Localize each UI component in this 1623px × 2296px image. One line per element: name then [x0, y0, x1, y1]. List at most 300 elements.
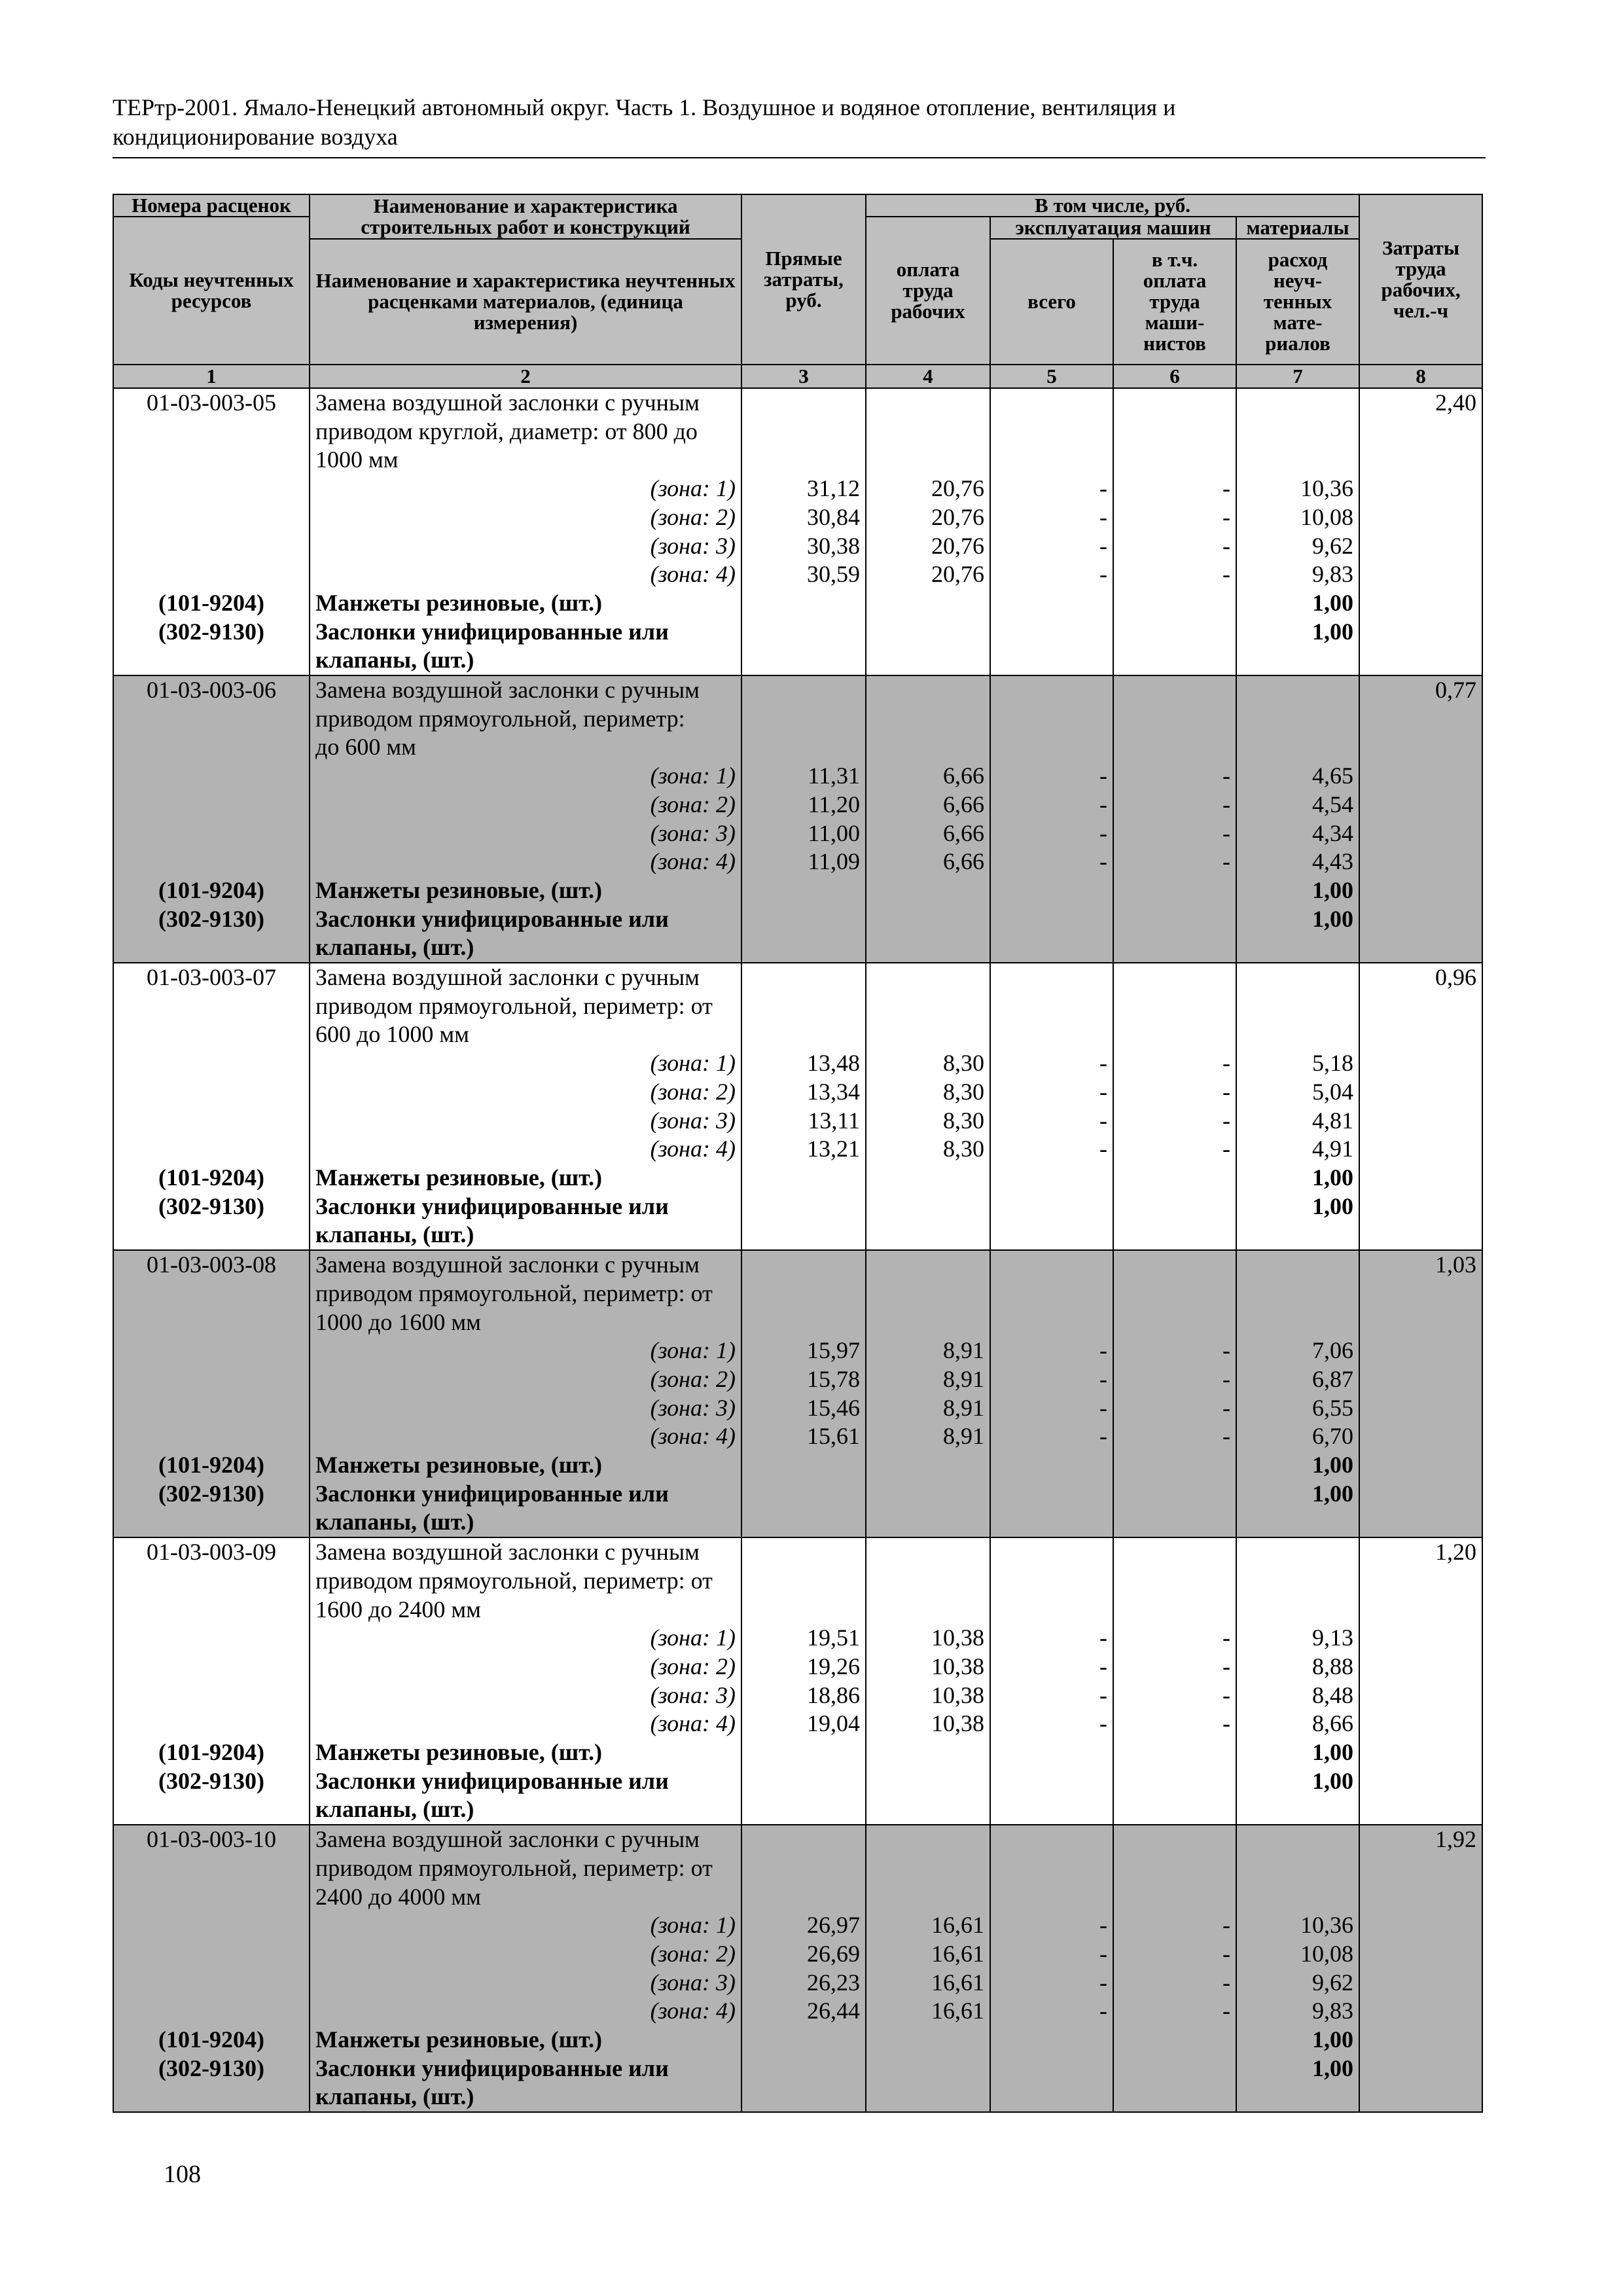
empty-cell: [1113, 933, 1236, 963]
machines-total: -: [990, 560, 1113, 589]
empty-cell: [741, 1825, 866, 1911]
empty-cell: [113, 1911, 310, 1940]
zone-row: [113, 1681, 1482, 1710]
rate-description: [310, 1250, 741, 1336]
wages: 10,38: [866, 1681, 990, 1710]
materials-cost: 9,62: [1236, 532, 1359, 561]
header-unaccounted-materials: расход неуч-тенных мате-риалов: [1236, 239, 1359, 365]
machines-total: -: [990, 1681, 1113, 1710]
machines-total: -: [990, 1049, 1113, 1078]
materials-cost: 10,08: [1236, 503, 1359, 532]
material-name-continuation: клапаны, (шт.): [310, 646, 741, 675]
rate-description-line: Замена воздушной заслонки с ручным: [315, 677, 700, 704]
material-row-continuation: [113, 1795, 1482, 1825]
machinist-wages: -: [1113, 560, 1236, 589]
empty-cell: [1236, 2083, 1359, 2112]
empty-cell: [1359, 1997, 1482, 2026]
rate-code: 01-03-003-09: [113, 1537, 310, 1624]
header-work-name: Наименование и характеристика строительных работ и конструкций: [310, 194, 741, 239]
zone-row: [113, 532, 1482, 561]
empty-cell: [113, 1107, 310, 1136]
empty-cell: [990, 2054, 1113, 2083]
zone-row: [113, 1911, 1482, 1940]
material-name: Заслонки унифицированные или: [310, 1480, 741, 1509]
empty-cell: [741, 1537, 866, 1624]
material-name: Заслонки унифицированные или: [310, 2054, 741, 2083]
empty-cell: [741, 2026, 866, 2054]
empty-cell: [866, 388, 990, 475]
material-row: [113, 1193, 1482, 1221]
machines-total: -: [990, 1653, 1113, 1681]
empty-cell: [990, 1451, 1113, 1480]
machines-total: -: [990, 1710, 1113, 1738]
materials-cost: 9,83: [1236, 1997, 1359, 2026]
machines-total: -: [990, 1624, 1113, 1653]
material-code: (101-9204): [113, 1738, 310, 1767]
header-line-1: ТЕРтр-2001. Ямало-Ненецкий автономный округ. Часть 1. Воздушное и водяное отопление, вентиляция и: [113, 94, 1176, 120]
materials-cost: 6,70: [1236, 1422, 1359, 1451]
labor-costs: 1,03: [1359, 1250, 1482, 1336]
header-machinist-wages: в т.ч. оплата труда маши-нистов: [1113, 239, 1236, 365]
zone-row: [113, 1078, 1482, 1107]
direct-costs: 15,46: [741, 1394, 866, 1423]
column-number: 5: [990, 365, 1113, 388]
empty-cell: [990, 1164, 1113, 1193]
empty-cell: [866, 1825, 990, 1911]
zone-label: (зона: 2): [310, 791, 741, 819]
empty-cell: [990, 1193, 1113, 1221]
header-rule: [113, 157, 1486, 158]
empty-cell: [1236, 388, 1359, 475]
empty-cell: [1359, 1422, 1482, 1451]
labor-costs: 0,77: [1359, 675, 1482, 762]
empty-cell: [1236, 1825, 1359, 1911]
empty-cell: [990, 1825, 1113, 1911]
zone-row: [113, 1422, 1482, 1451]
machines-total: -: [990, 475, 1113, 503]
machinist-wages: -: [1113, 1653, 1236, 1681]
header-wages: оплата труда рабочих: [866, 217, 990, 365]
materials-cost: 9,62: [1236, 1969, 1359, 1998]
machinist-wages: -: [1113, 762, 1236, 791]
material-name-continuation: клапаны, (шт.): [310, 1795, 741, 1825]
machinist-wages: -: [1113, 848, 1236, 876]
machinist-wages: -: [1113, 475, 1236, 503]
zone-row: [113, 1107, 1482, 1136]
zone-row: [113, 1624, 1482, 1653]
empty-cell: [990, 1508, 1113, 1537]
material-row: [113, 1480, 1482, 1509]
materials-cost: 5,04: [1236, 1078, 1359, 1107]
wages: 20,76: [866, 475, 990, 503]
direct-costs: 19,04: [741, 1710, 866, 1738]
empty-cell: [1113, 1451, 1236, 1480]
direct-costs: 15,97: [741, 1336, 866, 1365]
machines-total: -: [990, 1365, 1113, 1394]
wages: 8,91: [866, 1365, 990, 1394]
empty-cell: [113, 1422, 310, 1451]
empty-cell: [741, 1767, 866, 1796]
empty-cell: [990, 646, 1113, 675]
header-including: В том числе, руб.: [866, 194, 1359, 217]
direct-costs: 19,26: [741, 1653, 866, 1681]
material-row-continuation: [113, 933, 1482, 963]
empty-cell: [1359, 876, 1482, 905]
zone-row: [113, 1940, 1482, 1969]
zone-row: [113, 1997, 1482, 2026]
empty-cell: [1113, 963, 1236, 1049]
material-qty: 1,00: [1236, 1480, 1359, 1509]
empty-cell: [741, 1250, 866, 1336]
machines-total: -: [990, 1911, 1113, 1940]
zone-label: (зона: 3): [310, 1394, 741, 1423]
empty-cell: [1359, 589, 1482, 618]
rate-code: 01-03-003-05: [113, 388, 310, 475]
rate-description-line: Замена воздушной заслонки с ручным: [315, 1251, 700, 1278]
empty-cell: [113, 1365, 310, 1394]
direct-costs: 13,11: [741, 1107, 866, 1136]
material-name: Заслонки унифицированные или: [310, 1193, 741, 1221]
empty-cell: [1359, 1508, 1482, 1537]
machinist-wages: -: [1113, 1107, 1236, 1136]
zone-label: (зона: 1): [310, 1336, 741, 1365]
zone-label: (зона: 1): [310, 1624, 741, 1653]
direct-costs: 11,00: [741, 819, 866, 848]
empty-cell: [1113, 1250, 1236, 1336]
zone-row: [113, 1365, 1482, 1394]
zone-row: [113, 1969, 1482, 1998]
empty-cell: [113, 2083, 310, 2112]
wages: 10,38: [866, 1710, 990, 1738]
empty-cell: [990, 675, 1113, 762]
zone-label: (зона: 1): [310, 1911, 741, 1940]
rate-code: 01-03-003-06: [113, 675, 310, 762]
material-code: (101-9204): [113, 1451, 310, 1480]
header-line-2: кондиционирование воздуха: [113, 124, 398, 150]
empty-cell: [1359, 1193, 1482, 1221]
empty-cell: [113, 1508, 310, 1537]
empty-cell: [741, 388, 866, 475]
machines-total: -: [990, 1336, 1113, 1365]
material-code: (101-9204): [113, 876, 310, 905]
empty-cell: [1359, 1107, 1482, 1136]
material-code: (302-9130): [113, 2054, 310, 2083]
materials-cost: 8,88: [1236, 1653, 1359, 1681]
zone-label: (зона: 3): [310, 1681, 741, 1710]
empty-cell: [1359, 1365, 1482, 1394]
empty-cell: [741, 1164, 866, 1193]
material-row: [113, 1164, 1482, 1193]
empty-cell: [741, 646, 866, 675]
materials-cost: 7,06: [1236, 1336, 1359, 1365]
zone-row: [113, 503, 1482, 532]
empty-cell: [741, 963, 866, 1049]
empty-cell: [113, 819, 310, 848]
material-name: Заслонки унифицированные или: [310, 905, 741, 934]
machinist-wages: -: [1113, 791, 1236, 819]
direct-costs: 13,21: [741, 1135, 866, 1164]
zone-row: [113, 848, 1482, 876]
empty-cell: [1359, 1710, 1482, 1738]
empty-cell: [741, 589, 866, 618]
empty-cell: [1236, 1250, 1359, 1336]
material-row: [113, 905, 1482, 934]
empty-cell: [1359, 475, 1482, 503]
material-qty: 1,00: [1236, 1767, 1359, 1796]
machines-total: -: [990, 791, 1113, 819]
material-row: [113, 1451, 1482, 1480]
empty-cell: [1359, 762, 1482, 791]
empty-cell: [1359, 532, 1482, 561]
empty-cell: [866, 2083, 990, 2112]
empty-cell: [1359, 1681, 1482, 1710]
machinist-wages: -: [1113, 1997, 1236, 2026]
machinist-wages: -: [1113, 819, 1236, 848]
empty-cell: [1359, 1653, 1482, 1681]
zone-row: [113, 1394, 1482, 1423]
wages: 8,30: [866, 1135, 990, 1164]
empty-cell: [990, 1480, 1113, 1509]
wages: 20,76: [866, 560, 990, 589]
empty-cell: [741, 1738, 866, 1767]
zone-label: (зона: 1): [310, 475, 741, 503]
rate-description-line: до 600 мм: [315, 734, 416, 761]
rate-title-row: [113, 1537, 1482, 1624]
machines-total: -: [990, 1997, 1113, 2026]
wages: 8,91: [866, 1336, 990, 1365]
material-qty: 1,00: [1236, 1451, 1359, 1480]
materials-cost: 9,13: [1236, 1624, 1359, 1653]
materials-cost: 6,55: [1236, 1394, 1359, 1423]
header-labor-costs: Затраты труда рабочих, чел.-ч: [1359, 194, 1482, 365]
zone-label: (зона: 4): [310, 1997, 741, 2026]
empty-cell: [113, 1221, 310, 1250]
empty-cell: [990, 1738, 1113, 1767]
rate-block: [113, 388, 1482, 675]
column-number: 3: [741, 365, 866, 388]
material-qty: 1,00: [1236, 905, 1359, 934]
zone-row: [113, 819, 1482, 848]
empty-cell: [741, 876, 866, 905]
wages: 16,61: [866, 1940, 990, 1969]
material-row: [113, 2054, 1482, 2083]
page-header: [113, 93, 1487, 152]
empty-cell: [990, 1221, 1113, 1250]
empty-cell: [113, 503, 310, 532]
material-row: [113, 618, 1482, 647]
rate-description-line: приводом прямоугольной, периметр: от: [315, 1854, 713, 1881]
empty-cell: [1359, 819, 1482, 848]
zone-label: (зона: 3): [310, 1969, 741, 1998]
material-row: [113, 1738, 1482, 1767]
empty-cell: [1113, 618, 1236, 647]
empty-cell: [1359, 933, 1482, 963]
empty-cell: [741, 1193, 866, 1221]
zone-label: (зона: 4): [310, 560, 741, 589]
empty-cell: [1113, 2054, 1236, 2083]
materials-cost: 8,48: [1236, 1681, 1359, 1710]
rate-title-row: [113, 1250, 1482, 1336]
wages: 16,61: [866, 1911, 990, 1940]
direct-costs: 18,86: [741, 1681, 866, 1710]
zone-label: (зона: 4): [310, 1422, 741, 1451]
machines-total: -: [990, 532, 1113, 561]
rate-description: [310, 1825, 741, 1911]
header-machines-total: всего: [990, 239, 1113, 365]
empty-cell: [741, 2083, 866, 2112]
empty-cell: [866, 646, 990, 675]
column-number: 7: [1236, 365, 1359, 388]
empty-cell: [113, 1135, 310, 1164]
empty-cell: [113, 1078, 310, 1107]
machines-total: -: [990, 819, 1113, 848]
material-row: [113, 1767, 1482, 1796]
materials-cost: 6,87: [1236, 1365, 1359, 1394]
empty-cell: [1113, 1508, 1236, 1537]
empty-cell: [1113, 1767, 1236, 1796]
empty-cell: [741, 933, 866, 963]
empty-cell: [1236, 1508, 1359, 1537]
empty-cell: [1236, 963, 1359, 1049]
empty-cell: [866, 589, 990, 618]
labor-costs: 1,20: [1359, 1537, 1482, 1624]
empty-cell: [866, 1508, 990, 1537]
machines-total: -: [990, 1078, 1113, 1107]
header-machines: эксплуатация машин: [990, 217, 1236, 239]
machinist-wages: -: [1113, 1911, 1236, 1940]
empty-cell: [1359, 1767, 1482, 1796]
material-name: Манжеты резиновые, (шт.): [310, 2026, 741, 2054]
wages: 6,66: [866, 848, 990, 876]
zone-label: (зона: 4): [310, 1710, 741, 1738]
zone-label: (зона: 4): [310, 848, 741, 876]
materials-cost: 10,36: [1236, 475, 1359, 503]
machinist-wages: -: [1113, 1422, 1236, 1451]
material-name-continuation: клапаны, (шт.): [310, 1221, 741, 1250]
empty-cell: [866, 876, 990, 905]
machinist-wages: -: [1113, 1336, 1236, 1365]
empty-cell: [990, 1537, 1113, 1624]
machines-total: -: [990, 1394, 1113, 1423]
empty-cell: [990, 2083, 1113, 2112]
empty-cell: [866, 1164, 990, 1193]
empty-cell: [1113, 1825, 1236, 1911]
rate-description-line: 1000 до 1600 мм: [315, 1308, 481, 1335]
empty-cell: [866, 1193, 990, 1221]
materials-cost: 4,65: [1236, 762, 1359, 791]
direct-costs: 19,51: [741, 1624, 866, 1653]
labor-costs: 2,40: [1359, 388, 1482, 475]
direct-costs: 11,31: [741, 762, 866, 791]
empty-cell: [1359, 1336, 1482, 1365]
machinist-wages: -: [1113, 1135, 1236, 1164]
zone-row: [113, 1653, 1482, 1681]
empty-cell: [1113, 646, 1236, 675]
wages: 10,38: [866, 1653, 990, 1681]
empty-cell: [1113, 675, 1236, 762]
empty-cell: [113, 646, 310, 675]
material-name: Манжеты резиновые, (шт.): [310, 1164, 741, 1193]
empty-cell: [113, 1710, 310, 1738]
materials-cost: 4,43: [1236, 848, 1359, 876]
machines-total: -: [990, 503, 1113, 532]
material-code: (302-9130): [113, 1480, 310, 1509]
empty-cell: [1359, 503, 1482, 532]
column-numbers-row: [113, 365, 1482, 388]
empty-cell: [990, 1767, 1113, 1796]
empty-cell: [866, 2054, 990, 2083]
materials-cost: 4,54: [1236, 791, 1359, 819]
empty-cell: [113, 1336, 310, 1365]
empty-cell: [741, 2054, 866, 2083]
empty-cell: [1113, 1480, 1236, 1509]
empty-cell: [113, 762, 310, 791]
empty-cell: [1359, 1135, 1482, 1164]
machinist-wages: -: [1113, 532, 1236, 561]
header-rate-numbers: Номера расценок: [113, 194, 310, 217]
material-name: Заслонки унифицированные или: [310, 1767, 741, 1796]
empty-cell: [1359, 2026, 1482, 2054]
column-number: 8: [1359, 365, 1482, 388]
rate-code: 01-03-003-10: [113, 1825, 310, 1911]
rate-title-row: [113, 388, 1482, 475]
empty-cell: [1359, 1795, 1482, 1825]
materials-cost: 9,83: [1236, 560, 1359, 589]
empty-cell: [866, 1480, 990, 1509]
empty-cell: [1113, 589, 1236, 618]
empty-cell: [741, 675, 866, 762]
rate-title-row: [113, 963, 1482, 1049]
rate-description-line: приводом прямоугольной, периметр: от: [315, 992, 713, 1019]
material-row-continuation: [113, 646, 1482, 675]
direct-costs: 11,09: [741, 848, 866, 876]
materials-cost: 8,66: [1236, 1710, 1359, 1738]
empty-cell: [1359, 1049, 1482, 1078]
wages: 16,61: [866, 1997, 990, 2026]
rate-block: [113, 1250, 1482, 1537]
column-number: 2: [310, 365, 741, 388]
empty-cell: [1113, 1164, 1236, 1193]
column-number: 1: [113, 365, 310, 388]
empty-cell: [1359, 848, 1482, 876]
wages: 20,76: [866, 532, 990, 561]
empty-cell: [113, 791, 310, 819]
header-direct-costs: Прямые затраты, руб.: [741, 194, 866, 365]
machines-total: -: [990, 1940, 1113, 1969]
empty-cell: [1359, 1940, 1482, 1969]
empty-cell: [741, 905, 866, 934]
material-row-continuation: [113, 2083, 1482, 2112]
empty-cell: [990, 589, 1113, 618]
material-row: [113, 876, 1482, 905]
materials-cost: 4,34: [1236, 819, 1359, 848]
header-material-name: Наименование и характеристика неучтенных расценками материалов, (единица измерения): [310, 239, 741, 365]
empty-cell: [113, 475, 310, 503]
direct-costs: 30,84: [741, 503, 866, 532]
empty-cell: [1113, 1738, 1236, 1767]
empty-cell: [1359, 791, 1482, 819]
material-code: (302-9130): [113, 618, 310, 647]
empty-cell: [741, 1795, 866, 1825]
wages: 6,66: [866, 762, 990, 791]
materials-cost: 10,08: [1236, 1940, 1359, 1969]
empty-cell: [866, 905, 990, 934]
wages: 20,76: [866, 503, 990, 532]
empty-cell: [866, 1451, 990, 1480]
material-name: Манжеты резиновые, (шт.): [310, 1738, 741, 1767]
empty-cell: [1359, 618, 1482, 647]
zone-label: (зона: 2): [310, 1078, 741, 1107]
